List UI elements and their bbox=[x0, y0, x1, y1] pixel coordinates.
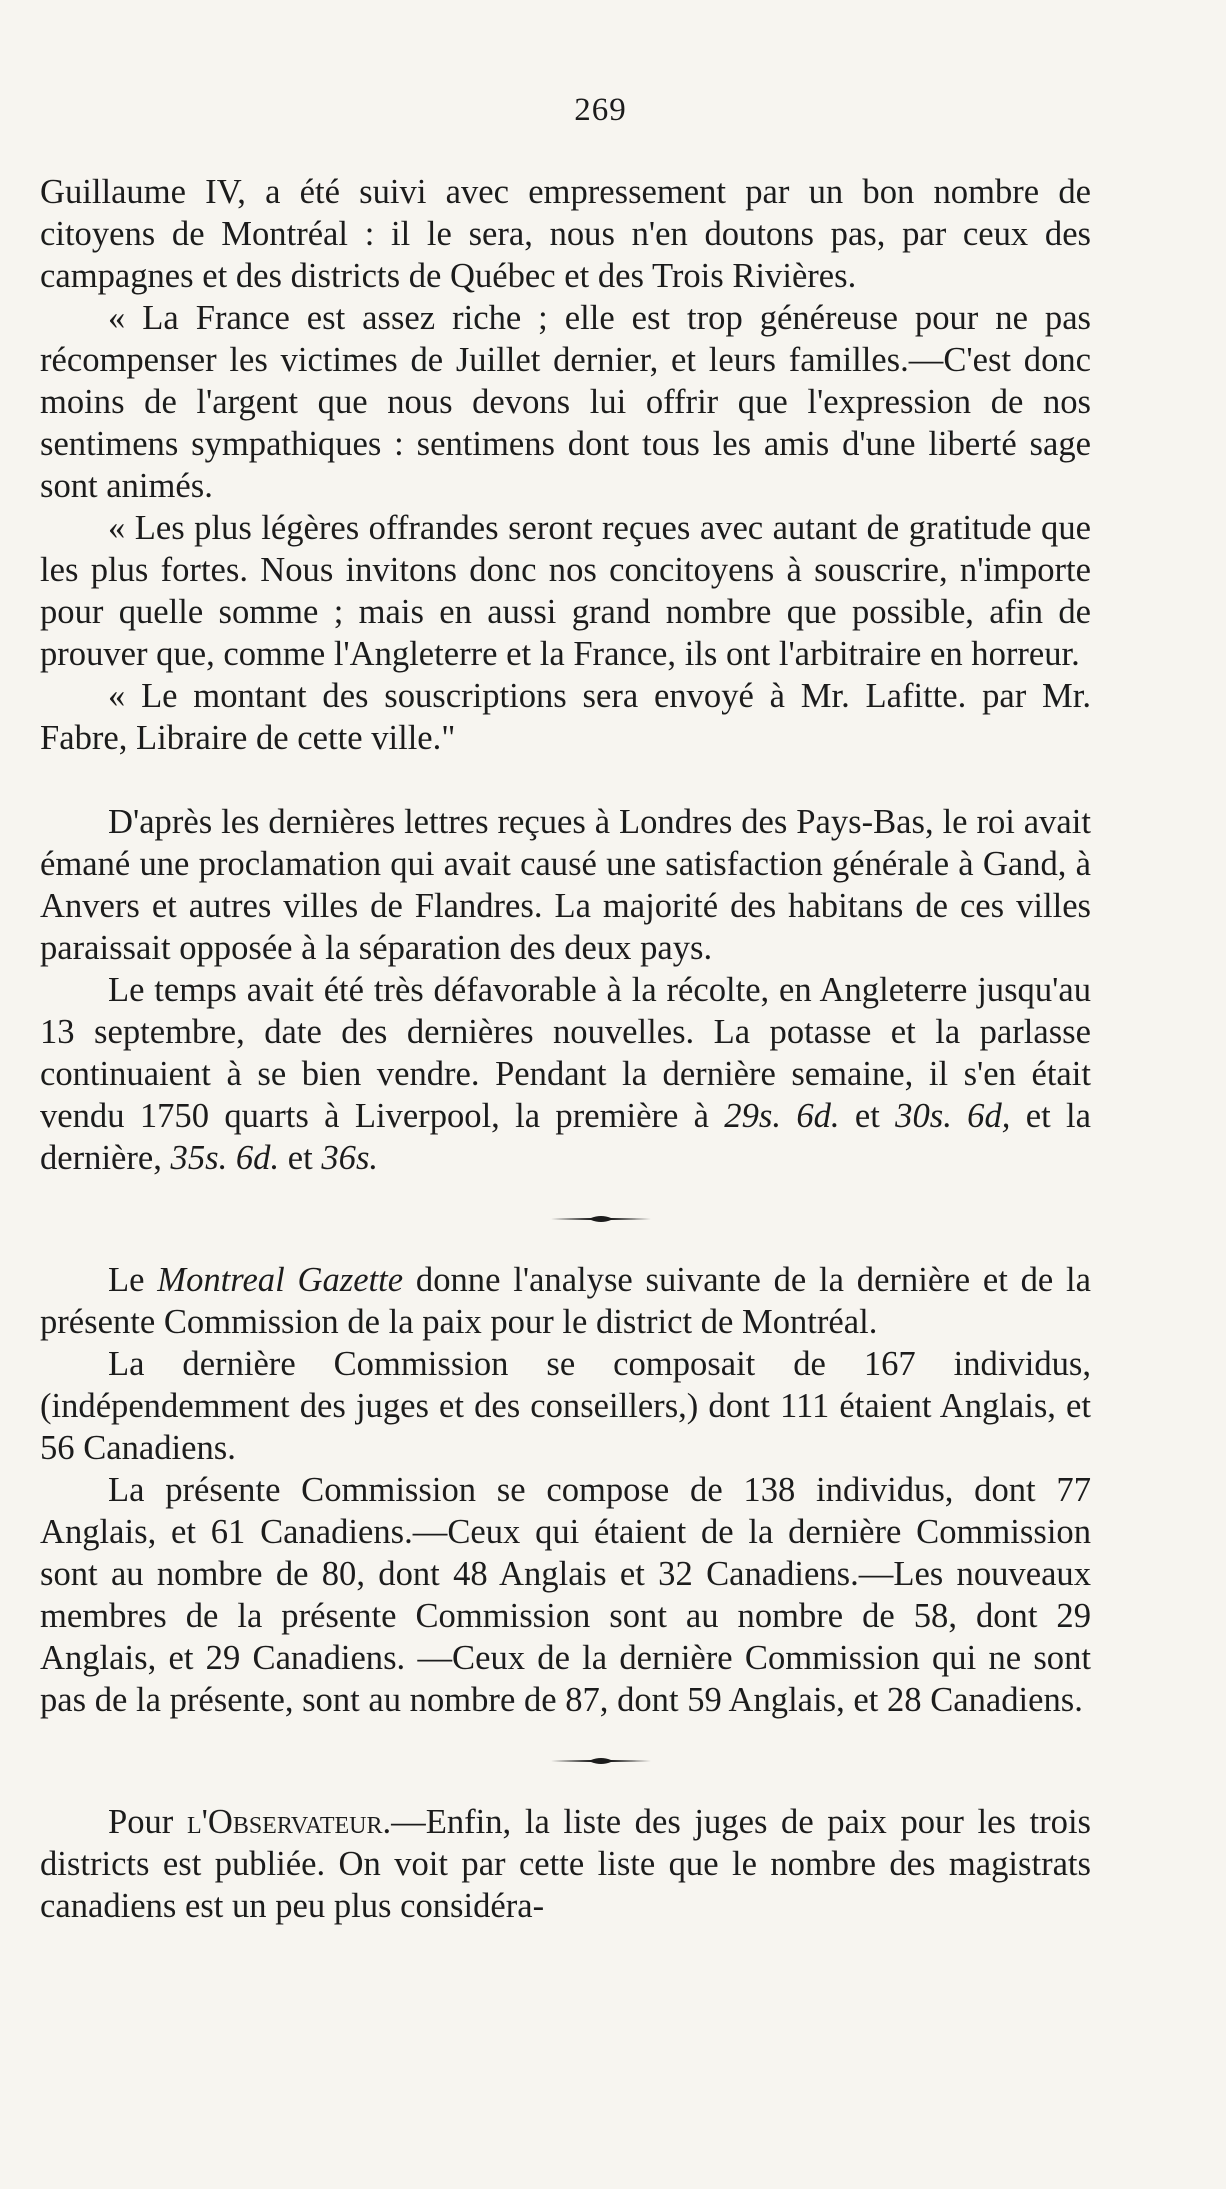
section-foreign-news bbox=[40, 801, 1091, 1179]
section-observateur bbox=[40, 1801, 1091, 1927]
observateur-rest: .—Enfin, la liste des juges de paix pour les trois districts est publiée. On voit par cette liste que le nombre des magistrats canadiens est un peu plus considéra- bbox=[40, 1803, 1092, 1925]
paragraph-previous-commission: La dernière Commission se composait de 167 individus, (indépendemment des juges et des conseillers,) dont 111 étaient Anglais, et 56 Canadiens. bbox=[40, 1345, 1091, 1467]
price-6d-third: 6d. bbox=[235, 1139, 280, 1177]
paragraph-justices-list bbox=[40, 1801, 1091, 1927]
paragraph-subscriptions-quote: « Le montant des souscriptions sera envoyé à Mr. Lafitte. par Mr. Fabre, Libraire de cette ville." bbox=[40, 677, 1091, 757]
gazette-lead: Le bbox=[108, 1261, 158, 1299]
paragraph-gazette-intro bbox=[40, 1259, 1091, 1343]
paragraph-harvest-potash bbox=[40, 969, 1091, 1179]
price-6d-first: 6d. bbox=[796, 1097, 840, 1135]
observateur-lead: Pour bbox=[108, 1803, 187, 1841]
gazette-rest: donne l'analyse suivante de la dernière et de la présente Commission de la paix pour le district de Montréal. bbox=[40, 1261, 1091, 1341]
section-subscription-appeal bbox=[40, 171, 1091, 759]
price-36s: 36s. bbox=[321, 1139, 379, 1177]
harvest-text: Le temps avait été très défavorable à la récolte, en Angleterre jusqu'au 13 septembre, date des dernières nouvelles. La potasse et la parlasse continuaient à se bien vendre. Pendant la dernière semaine, il s'en était vendu 1750 quarts à Liverpool, la première à bbox=[40, 971, 1091, 1135]
observateur-name: l'Observateur bbox=[186, 1803, 383, 1841]
section-divider-ornament bbox=[40, 1179, 1091, 1259]
newspaper-title: Montreal Gazette bbox=[157, 1261, 404, 1299]
paragraph-pays-bas: D'après les dernières lettres reçues à Londres des Pays-Bas, le roi avait émané une proclamation qui avait causé une satisfaction générale à Gand, à Anvers et autres villes de Flandres. La majorité des habitans de ces villes paraissait opposée à la séparation des deux pays. bbox=[40, 803, 1091, 967]
divider-ornament-icon bbox=[551, 1755, 651, 1767]
section-commission-analysis bbox=[40, 1259, 1091, 1721]
and-text-1: et bbox=[839, 1097, 896, 1135]
paragraph-continuation: Guillaume IV, a été suivi avec empressement par un bon nombre de citoyens de Montréal : il le sera, nous n'en doutons pas, par ceux des campagnes et des districts de Québec et des Trois Rivières. bbox=[40, 173, 1091, 295]
section-divider-ornament-2 bbox=[40, 1721, 1091, 1801]
divider-ornament-icon bbox=[551, 1213, 651, 1225]
paragraph-offerings-quote: « Les plus légères offrandes seront reçues avec autant de gratitude que les plus fortes. Nous invitons donc nos concitoyens à souscrire, n'importe pour quelle somme ; mais en aussi grand nombre que possible, afin de prouver que, comme l'Angleterre et la France, ils ont l'arbitraire en horreur. bbox=[40, 509, 1091, 673]
page-number: 269 bbox=[574, 92, 627, 128]
price-35s: 35s. bbox=[170, 1139, 228, 1177]
paragraph-france-quote: « La France est assez riche ; elle est trop généreuse pour ne pas récompenser les victimes de Juillet dernier, et leurs familles.—C'est donc moins de l'argent que nous devons lui offrir que l'expression de nos sentimens sympathiques : sentimens dont tous les amis d'une liberté sage sont animés. bbox=[40, 299, 1091, 505]
and-text-2: et la dernière, bbox=[40, 1097, 1091, 1177]
and-text-3: et bbox=[279, 1139, 322, 1177]
price-30s: 30s. bbox=[895, 1097, 952, 1135]
price-6d-second: 6d, bbox=[967, 1097, 1011, 1135]
price-29s: 29s. bbox=[724, 1097, 781, 1135]
paragraph-present-commission: La présente Commission se compose de 138 individus, dont 77 Anglais, et 61 Canadiens.—Ceux qui étaient de la dernière Commission sont au nombre de 80, dont 48 Anglais et 32 Canadiens.—Les nouveaux membres de la présente Commission sont au nombre de 58, dont 29 Anglais, et 29 Canadiens. —Ceux de la dernière Commission qui ne sont pas de la présente, sont au nombre de 87, dont 59 Anglais, et 28 Canadiens. bbox=[40, 1471, 1091, 1719]
